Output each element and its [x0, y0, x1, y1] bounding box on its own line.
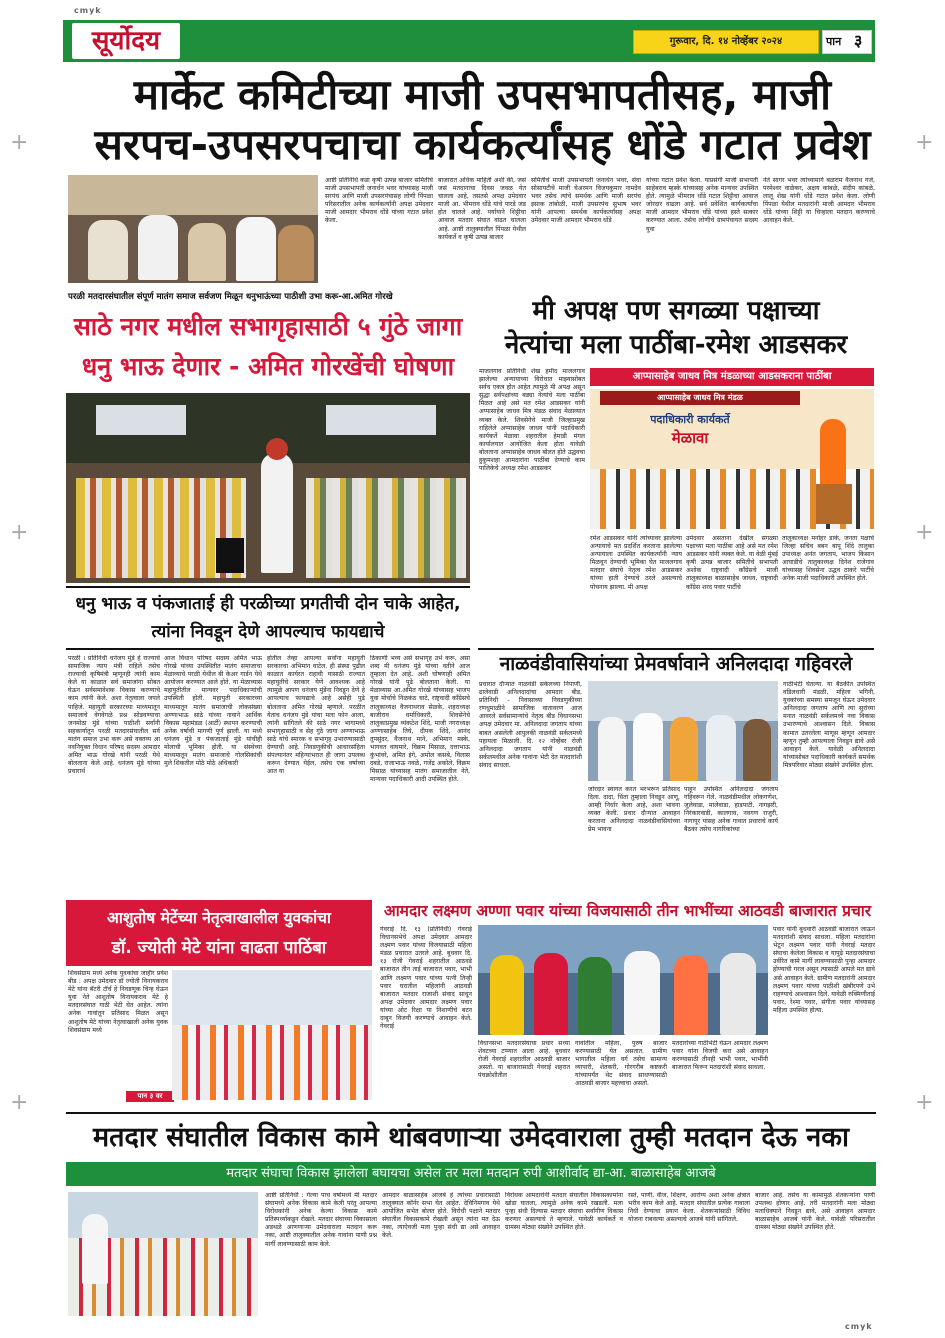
story3-photo-banner-line3: मेळावा — [671, 429, 709, 447]
story3-headline-line2: नेत्यांचा मला पाठींबा-रमेश आडसकर — [504, 330, 848, 360]
story4-photo — [588, 681, 778, 781]
story4-column-4: गाठीभेटी घेतल्या. या बैठकीत उपस्थित वडिलधारी मंडळी, महिला भगिनी, युवकांच्या समस्या समजून घेऊन उमेदवार अनिलदादा जगताप आणि त्या सुरांच्या मनात नाळवंडी सर्कलमध्ये नवा विकास उभारण्याचे आश्वासन दिले. विकास कामात उतरलेला माणूस म्हणून आमदार म्हणून तुम्ही आपल्याला निवडून द्यावे असे आवाहन केले. यावेळी अनिलदादा यांच्यासोबत पदाधिकारी कार्यकर्ते समर्थक मित्रपरिवार मोठ्या संख्येने उपस्थित होता. — [783, 681, 875, 769]
crop-mark-icon: + — [10, 130, 29, 155]
story3-column-3: उमेदवार असताना देखील सगळ्या पक्षाच्या मला पाठींबा आहे असे मत रमेश आडसकर यांनी व्यक्त केले. या वेळी मुंबई कृषी उत्पन्न बाजार समितीचे सभापती अशोक राष्ट्रवादी काँग्रेसचे माजी तालुकाध्यक्ष बाळासाहेब जाधव, राष्ट्रवादी काँग्रेस शरद पवार पार्टीचे — [686, 535, 778, 591]
story2-headline-line2: धनु भाऊ देणार - अमित गोरखेंची घोषणा — [81, 352, 455, 381]
story2-column-2: आज विधान परिषद सदस्य अमित भाऊ गोरखे यांच्या उपस्थितीत मातंग समाजाचा मेळाव्याचे परळी येथील बी केअर गार्डन येथे आयोजन करण्यात आले होते. या मेळाव्यास महायुतीतील मान्यवर पदाधिकाऱ्यांची उपस्थिती होती. महायुती सरकारच्या माध्यमातून मातंग समाजाची लोकसंख्या अण्णाभाऊ साठे यांच्या नावाने आर्थिक विकास महामंडळ (आर्टी) स्थापन करण्याची अनेक वर्षाची मागणी पूर्ण झाली. या मध्ये धनंजय मुंडे व पंकजाताई मुंडे यांचीही मोलाची भूमिका होती. या संस्थेच्या माध्यमातून मातंग समाजाचे गोलसिकांची मुले शिकतील मोठे मोठे अधिकारी — [164, 655, 262, 768]
story3-column-2: रमेश आडसकर यांनी त्यांच्यावर झालेल्या अन्यायाचे मत प्रदर्शित करताना झालेल्या अन्यायाला उपस्थित कार्यकर्त्यांनी न्याय मिळवून देण्याची भूमिका घेत माजलगाव मतदार संघाचे नेतृत्व रमेश आडसकर यांच्या हाती देण्याचे ठरले असल्याचे पोचनाय झाल्या. मी अपक्ष — [590, 535, 682, 591]
story2-headline-line1: साठे नगर मधील सभागृहासाठी ५ गुंठे जागा — [73, 312, 463, 341]
story5-headline-line2: डॉ. ज्योती मेटे यांना वाढता पाठिंबा — [111, 938, 327, 958]
story7-column-4: रस्ते, पाणी, वीज, शिक्षण, आरोग्य अशा अनेक क्षेत्रात भरीव काम केले आहे. मतदार संघातील प्रत्येक गावाला निधी देण्याचा प्रयत्न केला. शेतकऱ्यांसाठी विविध योजना राबवल्या असल्याचे आजबे यांनी सांगितले. — [628, 1192, 750, 1224]
registration-mark-bottom: cmyk — [845, 1322, 873, 1331]
story3-headline-line1: मी अपक्ष पण सगळ्या पक्षाच्या — [532, 296, 820, 326]
story3-column-1: माजलगाव प्रतिनिधी शेख हमीद माजलगाव झालेल्या अन्यायाच्या विरोधात माझ्यासोबत सर्वच एकत्र होत आहेत त्यामुळे मी अपक्ष असून सुद्धा सर्वपक्षांच्या बड्या नेत्यांचे मला पाठींबा मिळत आहे असे मत रमेश आडसकर यांनी अप्पासाहेब जाधव मित्र मंडळ संवाद मेळाव्यात व्यक्त केले. शिवसेनेचे माजी जिल्हाप्रमुख राहिलेले अप्पासाहेब जाधव यांनी पदाधिकारी कार्यकर्ते मेळावा शहरातील हेमाडी मंगल कार्यालयात आयोजित केला होता यावेळी बोलताना अप्पासाहेब जाधव बोलत होते उद्धवचा हुकुमशहा आमदारांना पाठींबा देण्याचे काम पालिकेचे अध्यक्ष रमेश आडसकर — [479, 368, 585, 473]
story7-photo — [68, 1192, 258, 1316]
story1-headline: मार्केट कमिटीच्या माजी उपसभापतीसह, माजी सरपच-उपसरपचाचा कार्यकर्त्यांसह धोंडे गटात प्रवेश — [94, 70, 871, 169]
story7-column-2: आमदार बाळासाहेब आजबे हे त्यांच्या प्रचारासाठी तालुक्यात कॉर्नर सभा घेत आहेत. देविनिमगाव येथे आयोजित सभेत बोलत होते. विरोधी पक्षाने मतदार संघातील विकासकामे रोखली असून त्यांना मत देऊ नका, त्याऐवजी मला पुन्हा संधी द्या असे आवाहन केले. — [382, 1192, 500, 1240]
story2-photo — [66, 393, 470, 583]
story5-continued-label[interactable]: पान ३ वर — [126, 1091, 174, 1102]
story6-column-5: पवार यांनी बुधवारी आठवडी बाजारात जाऊन मतदारांशी संवाद साधला. महिला मतदारांना भेटून लक्ष्मण पवार यांनी गेवराई मतदार संघाचा केलेला विकास व यापुढे मतदारसंघाचा उर्वरित कामे मार्गी लावण्यासाठी पुन्हा आमदार होण्याची गरज असून त्यासाठी आपले मत द्यावे असे आवाहन केले. ग्रामीण मतदारांनी आमदार लक्ष्मण पवार यांच्या पाठीशी खंबीरपणे उभे राहण्याचे आश्वासन दिले. यावेळी रुक्मिणीताई पवार, रेश्मा पवार, संगीता पवार यांच्यासह महिला उपस्थित होत्या. — [773, 926, 875, 1014]
story3-photo-banner-line2: पदाधिकारी कार्यकर्ते — [650, 413, 730, 426]
story7-top-rule — [66, 1112, 876, 1114]
story5-column-1: शिवसंग्राम मध्ये अनेक युवकांचा जाहीर प्रवेश बीड : अपक्ष उमेदवार डॉ ज्योती विनायकराव मेटे यांना बॅटरी टॉर्च हे निवडणूक चिन्ह घेऊन युवा नेते आशुतोष विनायकराव मेटे हे मतदारसंघात गाठी भेटी घेत आहेत. त्यांना अनेक गावांतून प्रतिसाद मिळत असून आशुतोष मेटे यांच्या नेतृत्वाखाली अनेक युवक शिवसंग्राम मध्ये — [68, 970, 168, 1034]
story6-column-4: मतदारांच्या गाठीभेटी घेऊन आमदार लक्ष्मण पवार यांना विजयी करा असे आवाहन करण्यासाठी तीनही भाभी पवार, भाभींनी बाजारात फिरून मतदारांशी संवाद साधला. — [672, 1040, 768, 1072]
masthead-logo: सूर्योदय — [91, 26, 161, 56]
story7-column-5: बाजार आहे. तसेच या कामामुळे शेतकऱ्यांना पाणी उपलब्ध होणार आहे. तरी मतदारांनी मला मोठ्या मताधिक्याने निवडून द्यावे, असे आवाहन आमदार बाळासाहेब आजबे यांनी केले. यावेळी परिसरातील ग्रामस्थ मोठ्या संख्येने उपस्थित होते. — [755, 1192, 875, 1232]
story1-column-1: आष्टी प्रतिनिधि कडा कृषी उत्पन्न बाजार समितीचे माजी उपसभापती जनार्धन भवर यांच्यासह माजी सरपंच आणि माजी उपसरपंचासह लोणी पिंपळा परिसरातील अनेक कार्यकर्त्यांनी अपक्ष उमेदवार माजी आमदार भीमराव धोंडे यांच्या गटात प्रवेश केला. — [325, 177, 433, 225]
story4-column-2: जोरदार स्वागत करत भरभरून प्रतिसाद दिला. दादा, चिंता तुम्हाला निवडून आणू, आम्ही निर्धार केला आहे, अशा भावना व्यक्त केली. प्रचार दौऱ्यात आवाहन करताना अनिलदादा नाळवंडीवासियांच्या प्रेम भावना — [588, 786, 680, 834]
story1-photo — [68, 175, 318, 283]
story2-subhead: धनु भाऊ व पंकजाताई ही परळीच्या प्रगतीची दोन चाके आहेत, त्यांना निवडून देणे आपल्याच फायद्याचे — [75, 594, 461, 642]
story3-photo — [590, 389, 874, 529]
story6-photo — [478, 925, 768, 1035]
story5-headline-line1: आशुतोष मेटेंच्या नेतृत्वाखालील युवकांचा — [107, 909, 331, 927]
story7-column-1: आष्टी प्रतिनिधी : गेल्या पाच वर्षामध्ये मी मतदार संघामध्ये अनेक विकास कामे केली परंतु आपल्या विरोधकांनी अनेक केल्या विकास कामे प्रतिस्पर्ध्याकडून रोखले. मतदार संघाच्या विकासाला अडथळे आणणाऱ्या उमेदवाराला मतदान करू नका, आष्टी तालुक्यातील अनेक गावांना पाणी प्रश्न मार्गी लावण्यासाठी काम केले. — [265, 1192, 377, 1248]
story5-photo — [172, 970, 372, 1100]
story2-column-3: होतील तेव्हा आपल्या सर्वांना महायुती सरकारचा अभिमान वाटेल. ही संस्था पुढील काळात कार्यरत राहावी यासाठी राज्यात महायुतीचे सरकार येणे आवश्यक आहे त्यामुळे आपण धनंजय मुंडेंना निवडून देणे हे आपल्याच फायद्याचे आहे असेही पुढे बोलताना अमित गोरखे म्हणाले. परळीत येताच धनंजय मुंडे यांचा मला फोन आला, त्यांनी सांगितले की साठे नगर भागामध्ये सभागृहासाठी व सेह गुंठे जागा अण्णाभाऊ साठे यांचे स्मारक व सभागृह उभारण्यासाठी देण्याची आहे. निवडणुकीची आचारसंहिता संपल्यानंतर महिन्याभरात ही जागा उपलब्ध करून देण्यात येईल, तसेच एक वर्षाच्या आत या — [267, 655, 365, 776]
story2-column-1: परळी । प्रतिनिधी धनंजय मुंडे हे राज्याचे सामाजिक न्याय मंत्री राहिले तसेच राज्याची कृषिमंत्री म्हणूनही त्यांनी काम केले या काळात सर्व समाजांना सोबत घेऊन सर्वसमावेशक विकास करण्याचे काम त्यांनी केले. अशा नेतृत्वाला जपले पाहिजे. महायुती सरकारच्या माध्यमातून समाजाचे वेगवेगळे प्रश्न सोडवण्याचा जनमोठा मुंडे यांच्या पाठीशी सर्वांनी सहकार्यातून परळी मतदारसंघातील सर्व मातंग समाज उभा करू असे वक्तव्य आ नवनियुक्त विधान परिषद सदस्य आमदार अमित भाऊ गोरखे यांनी परळी येथे बोलताना केले आहे. धनंजय मुंडे यांच्या प्रचारार्थ — [68, 655, 160, 776]
story4-column-1: प्रचारात दौऱ्यात नाळवंडी सर्कलच्या निपाणी, ढालेवाडी अनिलदादांचा आमदार बीड, प्रतिनिधी - निवासाच्या निवडणुकीच्या रणधुमाळीने सामाजिक वातावरण आज आवरले सर्वसामान्यांचे नेतृत्व बीड विधानसभा अपक्ष उमेदवार मा. अनिलदादा जगताप यांच्या बाबत असलेली आपुलकी नाळवंडी सर्कलमध्ये पहायला मिळाली. दि. १२ नोव्हेंबर रोजी अनिलदादा जगताप यांनी नाळवंडी सर्कलमधील अनेक गावांना भेटी देत मतदारांशी संवाद साधला. — [479, 681, 582, 769]
story6-column-2: विधानसभा मतदारसंघाचा प्रचार सध्या शेवटच्या टप्प्यात आला आहे. बुधवार रोजी गेवराई शहरातील आठवडी बाजार असतो. या बाजारासाठी गेवराई शहरात पंचक्रोशीतील — [478, 1040, 570, 1080]
masthead-date: गुरूवार, दि. १४ नोव्हेंबर २०२४ — [669, 36, 783, 47]
story1-column-3: समितीचे माजी उपसभापती जनार्धन भवर, सेवा सोसायटीचे माजी चेअरमन विजयकुमार नामदेव भवर तसेच त्यांचे समर्थक आणि माजी सरपंच इसाक तांबोळी, माजी उपसरपंच सुभाष भवर यांनी आपल्या समर्थक कार्यकर्त्यांसह अपक्ष उमेदवार माजी आमदार भीमराव धोंडे — [531, 177, 641, 225]
story1-column-2: बाजारात अधिक माहिती अशी की, जसं जसं मतदानाचा दिवस जवळ येत चालला आहे, तसतसे अपक्ष उमेदवार माजी आ. भीमराव धोंडे यांचे पारडे जड होत चालले आहे. पर्यायाने शिट्टीचा आवाज मतदार संघात वाढत चालला आहे. आष्टी तालुक्यातील पिंपळा येथील कार्यकर्ते व कृषी उत्पन्न बाजार — [438, 177, 526, 241]
crop-mark-icon: + — [915, 1090, 934, 1115]
crop-mark-icon: + — [915, 520, 934, 545]
story3-column-4: तालुकाध्यक्ष मनोहर डाके, जनता पक्षाचे जिल्हा सचिव बबन बापू शिंदे तालुका उपाध्यक्ष अनंत जगताप, भाजप किसान आघाडीचे तालुकाध्यक्ष दिनेश राजेगाव यांच्यासह शिवसेना उद्धव ठाकरे पार्टीचे अनेक माजी पदाधिकारी उपस्थित होते. — [782, 535, 874, 583]
story1-column-5: नेते सागर भवर त्यांच्यामागे बळराम वैजनाथ गर्जे, परमेश्वर वाळेकर, अक्षय कांबळे, संदीप कांबळे, लालू शेख यांनी धोंडे गटात प्रवेश केला. लोणी पिंपळा येथील मतदारांनी माजी आमदार भीमराव धोंडे यांच्या शिट्टी या चिन्हाला मतदान करण्याचे आवाहन केले. — [763, 177, 875, 225]
crop-mark-icon: + — [915, 130, 934, 155]
crop-mark-icon: + — [10, 520, 29, 545]
crop-mark-icon: + — [10, 1090, 29, 1115]
story1-column-4: यांच्या गटात प्रवेश केला. याप्रसंगी माजी सभापती साहेबराव म्हस्के यांच्यासह अनेक मान्यवर उपस्थित होते. त्यामुळे भीमराव धोंडे गटात शिट्टीचा आवाज जोरदार वाढला आहे. सर्व प्रवेशित कार्यकर्त्यांचा माजी आमदार भीमराव धोंडे यांच्या हस्ते सत्कार करण्यात आला. तसेच लोणीचे ग्रामपंचायत सदस्य युवा — [646, 177, 758, 233]
story7-column-3: विरोधक आमदारांनी मतदार संघातील विकासकामांना खोडा घातला, त्यामुळे अनेक कामे रखडली. मला पुन्हा संधी दिल्यास मतदार संघाचा सर्वांगीण विकास करणार असल्याचे ते म्हणाले. यावेळी कार्यकर्ते व ग्रामस्थ मोठ्या संख्येने उपस्थित होते. — [505, 1192, 623, 1232]
masthead-page-label: पान — [826, 35, 842, 48]
story7-subhead: मतदार संघाचा विकास झालेला बघायचा असेल तर मला मतदान रुपी आशीर्वाद द्या-आ. बाळासाहेब आजबे — [226, 1166, 716, 1181]
masthead-page-number: ३ — [854, 31, 863, 50]
story6-headline: आमदार लक्ष्मण अण्णा पवार यांच्या विजयासाठी तीन भाभींच्या आठवडी बाजारात प्रचार — [383, 902, 872, 920]
story6-column-3: गावांतील महिला, पुरुष बाजार करण्यासाठी येत असतात. ग्रामीण भागातील महिला वर्ग तसेच सामान्य व्यापारी, शेतकरी, गोरगरीब कष्टकरी यांच्यापर्यंत थेट संवाद साधण्यासाठी आठवडी बाजार महत्त्वाचा असतो. — [575, 1040, 667, 1088]
story3-photo-banner-line1: आप्पासाहेब जाधव मित्र मंडळ — [657, 393, 743, 402]
story4-headline: नाळवंडीवासियांच्या प्रेमवर्षावाने अनिलदादा गहिवरले — [499, 653, 853, 675]
registration-mark-top: cmyk — [74, 6, 102, 15]
story7-headline: मतदार संघातील विकास कामे थांबवणाऱ्या उमेदवाराला तुम्ही मतदान देऊ नका — [92, 1122, 850, 1153]
story2-kicker: परळी मतदारसंघातील संपूर्ण मातंग समाज सर्वजण मिळून धनुभाऊंच्या पाठीशी उभा करू-आ.अमित गोरखे — [68, 292, 393, 302]
story3-subhead: आप्पासाहेब जाधव मित्र मंडळाच्या आडसकराना पाठींबा — [590, 368, 874, 386]
story6-column-1: गेवराई दि. १३ (प्रतिनिधी) गेवराई विधानसभेचे अपक्ष उमेदवार आमदार लक्ष्मण पवार यांच्या विजयासाठी महिला मंडळ प्रचारात उतरले आहे. बुधवार दि. १३ रोजी गेवराई शहरातील आठवडे बाजारात तीन ताई बाजारात पवार, भाभी आणि लक्ष्मण पवार यांच्या पत्नी तिन्ही पवार घरातील महिलांनी आठवडी बाजारात मतदार राजाशी संवाद साधून अपक्ष उमेदवार आमदार लक्ष्मण पवार यांच्या ओट रिक्षा या निशाणीचे बटन दाबून विजयी करण्याचे आवाहन केले. गेवराई — [380, 926, 472, 1031]
story4-column-3: पाहून उपस्थित अनिलदादा जगताप गहिवरून गेले. नाळवंडीमधील लोकगणेश, जुलेवाडा, मालेवाडा, हाडपाटी, नागझरी, निरंकारवाडी, कालगाव, नवगण राजुरी, नागापूर यासह अनेक गावात प्रचाराचे कार्य बैठका तसेच नागरिकांच्या — [684, 786, 778, 834]
story2-column-4: ठिकाणी भव्य असे सभागृह उभे करू, असा शब्द मी धनंजय मुंडे यांच्या वतीने आज तुम्हाला देत आहे, अशी घोषणाही अमित गोरखे यांनी पुढे बोलताना केली. या मेळाव्यास आ.अमित गोरखे यांच्यासह भाजप युवा मोर्चाचे निळकंठ चाटे, राष्ट्रवादी काँग्रेसचे तालुकाध्यक्ष वैजनाथराव सेळके, शहराध्यक्ष बाजीराव धर्माधिकारी, शिवसेनेचे तालुकाप्रमुख व्यंकटेश शिंदे, माजी नगराध्यक्ष अण्णासाहेब तिघे, दीपक शिंदे, आनंद तुपसुंदर, वैजनाथ माने, अभिमान मस्के, भागवत वाघमारे, विक्रम मिसाळ, दत्ताभाऊ कुंभांवरे, अमित इंगे, अमोल कसबे, विलास दबडे, राजाभाऊ नवळे, गजेंद्र अकोले, विक्रम मिसाळ यांच्यासह मातंग समाजातील नेते, मान्यवर पदाधिकारी आदी उपस्थित होते. — [370, 655, 470, 784]
